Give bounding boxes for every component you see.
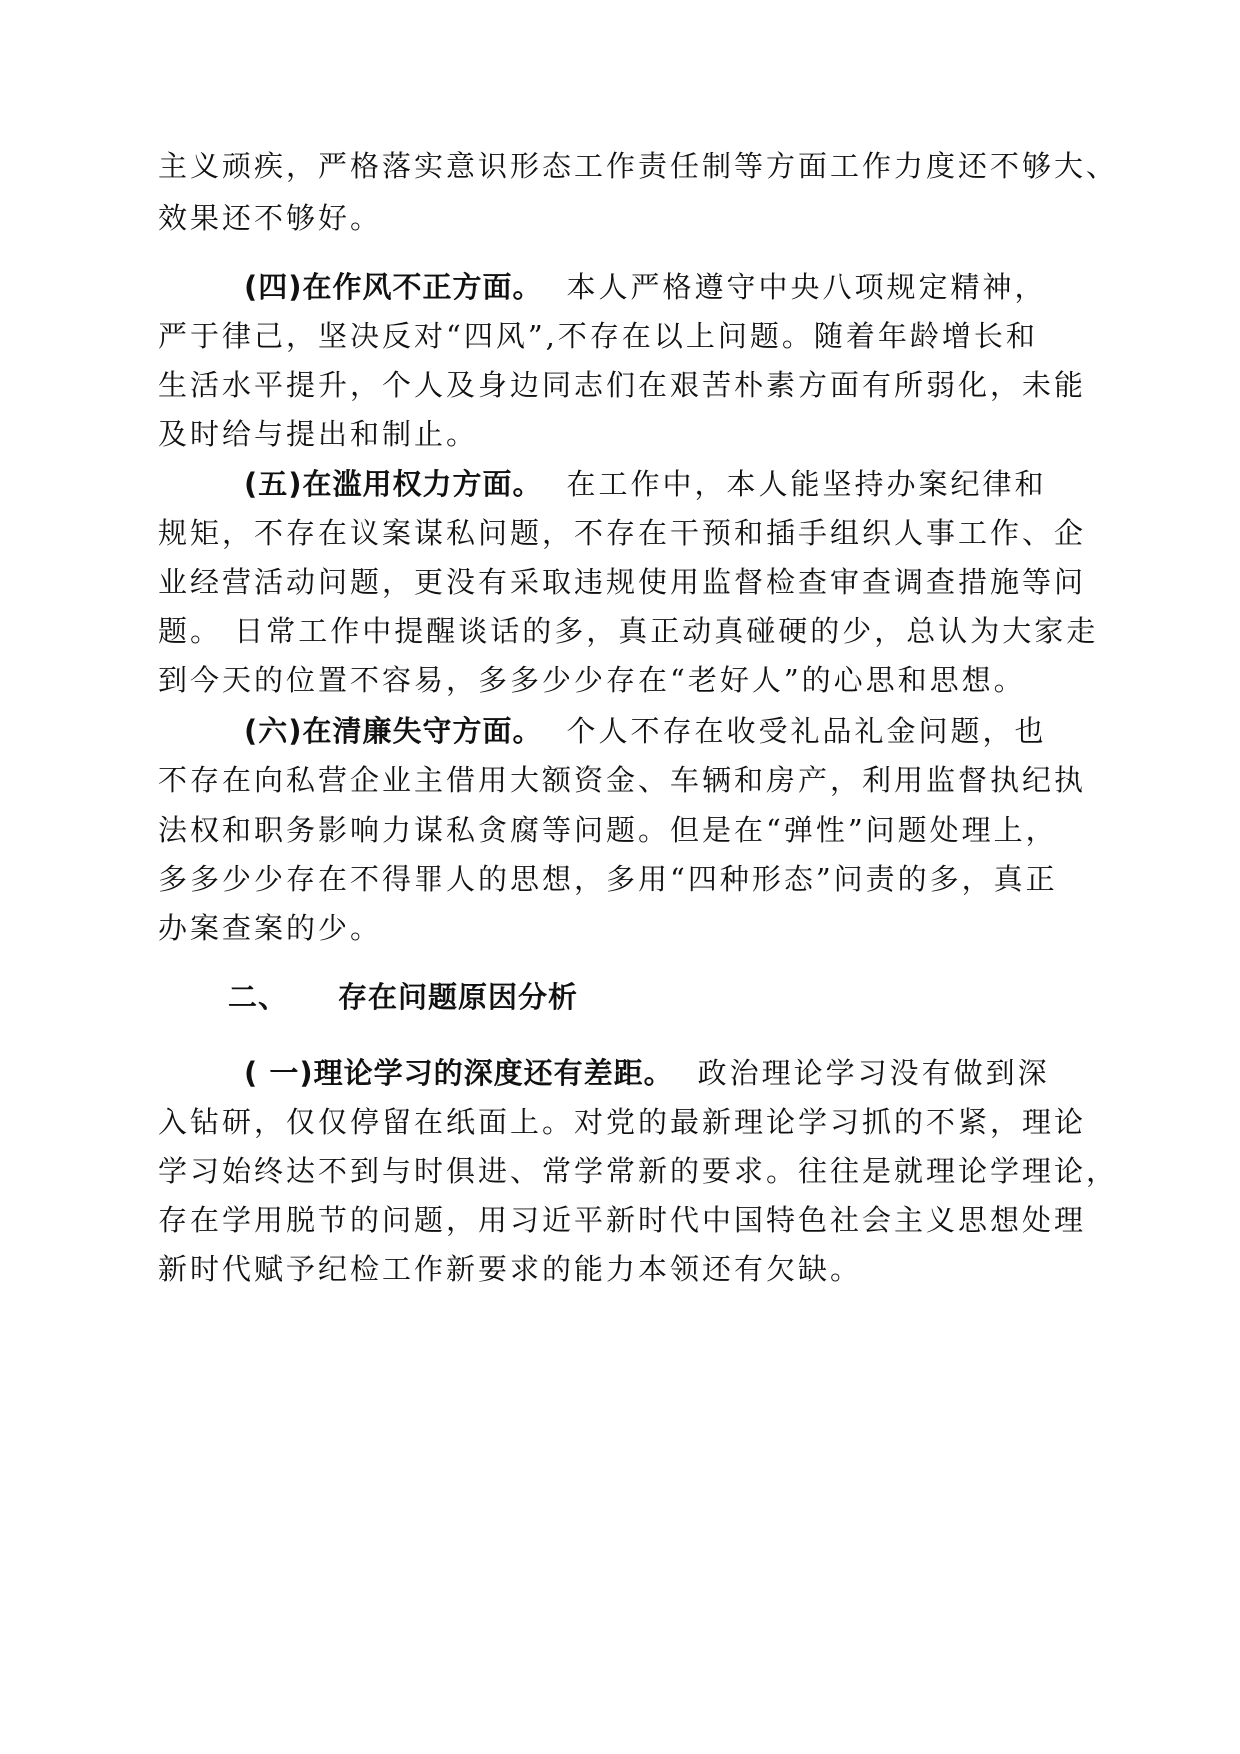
text-line: 及时给与提出和制止。 bbox=[158, 417, 479, 451]
paragraph-text: 本人严格遵守中央八项规定精神， bbox=[566, 270, 1047, 304]
paragraph-heading: (五)在滥用权力方面。 bbox=[244, 467, 543, 501]
section-title: 存在问题原因分析 bbox=[338, 980, 579, 1014]
text-line: 入钻研，仅仅停留在纸面上。对党的最新理论学习抓的不紧，理论 bbox=[158, 1105, 1087, 1139]
paragraph-heading: ( 一)理论学习的深度还有差距。 bbox=[244, 1056, 674, 1090]
paragraph-heading: (六)在清廉失守方面。 bbox=[244, 714, 543, 748]
text-line: 严于律己，坚决反对“四风”,不存在以上问题。随着年龄增长和 bbox=[158, 319, 1038, 353]
paragraph-text: 政治理论学习没有做到深 bbox=[697, 1056, 1050, 1090]
paragraph-first-line bbox=[244, 267, 1047, 307]
paragraph-first-line bbox=[244, 1053, 1050, 1093]
text-line: 到今天的位置不容易，多多少少存在“老好人”的心思和思想。 bbox=[158, 663, 1026, 697]
section-number: 二、 bbox=[228, 980, 289, 1014]
text-line: 生活水平提升，个人及身边同志们在艰苦朴素方面有所弱化，未能 bbox=[158, 368, 1087, 402]
text-line: 不存在向私营企业主借用大额资金、车辆和房产，利用监督执纪执 bbox=[158, 763, 1087, 797]
text-line: 存在学用脱节的问题，用习近平新时代中国特色社会主义思想处理 bbox=[158, 1203, 1087, 1237]
text-line: 业经营活动问题，更没有采取违规使用监督检查审查调查措施等问 bbox=[158, 565, 1087, 599]
text-line: 学习始终达不到与时俱进、常学常新的要求。往往是就理论学理论， bbox=[158, 1154, 1119, 1188]
text-line: 新时代赋予纪检工作新要求的能力本领还有欠缺。 bbox=[158, 1252, 863, 1286]
text-line: 效果还不够好。 bbox=[158, 201, 383, 235]
paragraph-text: 个人不存在收受礼品礼金问题，也 bbox=[566, 714, 1047, 748]
section-heading bbox=[228, 977, 578, 1017]
text-line: 法权和职务影响力谋私贪腐等问题。但是在“弹性”问题处理上， bbox=[158, 813, 1058, 847]
text-line: 主义顽疾，严格落实意识形态工作责任制等方面工作力度还不够大、 bbox=[158, 149, 1119, 183]
text-line: 题。 日常工作中提醒谈话的多，真正动真碰硬的少，总认为大家走 bbox=[158, 614, 1099, 648]
paragraph-first-line bbox=[244, 711, 1047, 751]
paragraph-heading: (四)在作风不正方面。 bbox=[244, 270, 543, 304]
paragraph-text: 在工作中，本人能坚持办案纪律和 bbox=[566, 467, 1047, 501]
text-line: 规矩，不存在议案谋私问题，不存在干预和插手组织人事工作、企 bbox=[158, 516, 1087, 550]
text-line: 办案查案的少。 bbox=[158, 911, 383, 945]
text-line: 多多少少存在不得罪人的思想，多用“四种形态”问责的多，真正 bbox=[158, 862, 1058, 896]
paragraph-first-line bbox=[244, 464, 1047, 504]
